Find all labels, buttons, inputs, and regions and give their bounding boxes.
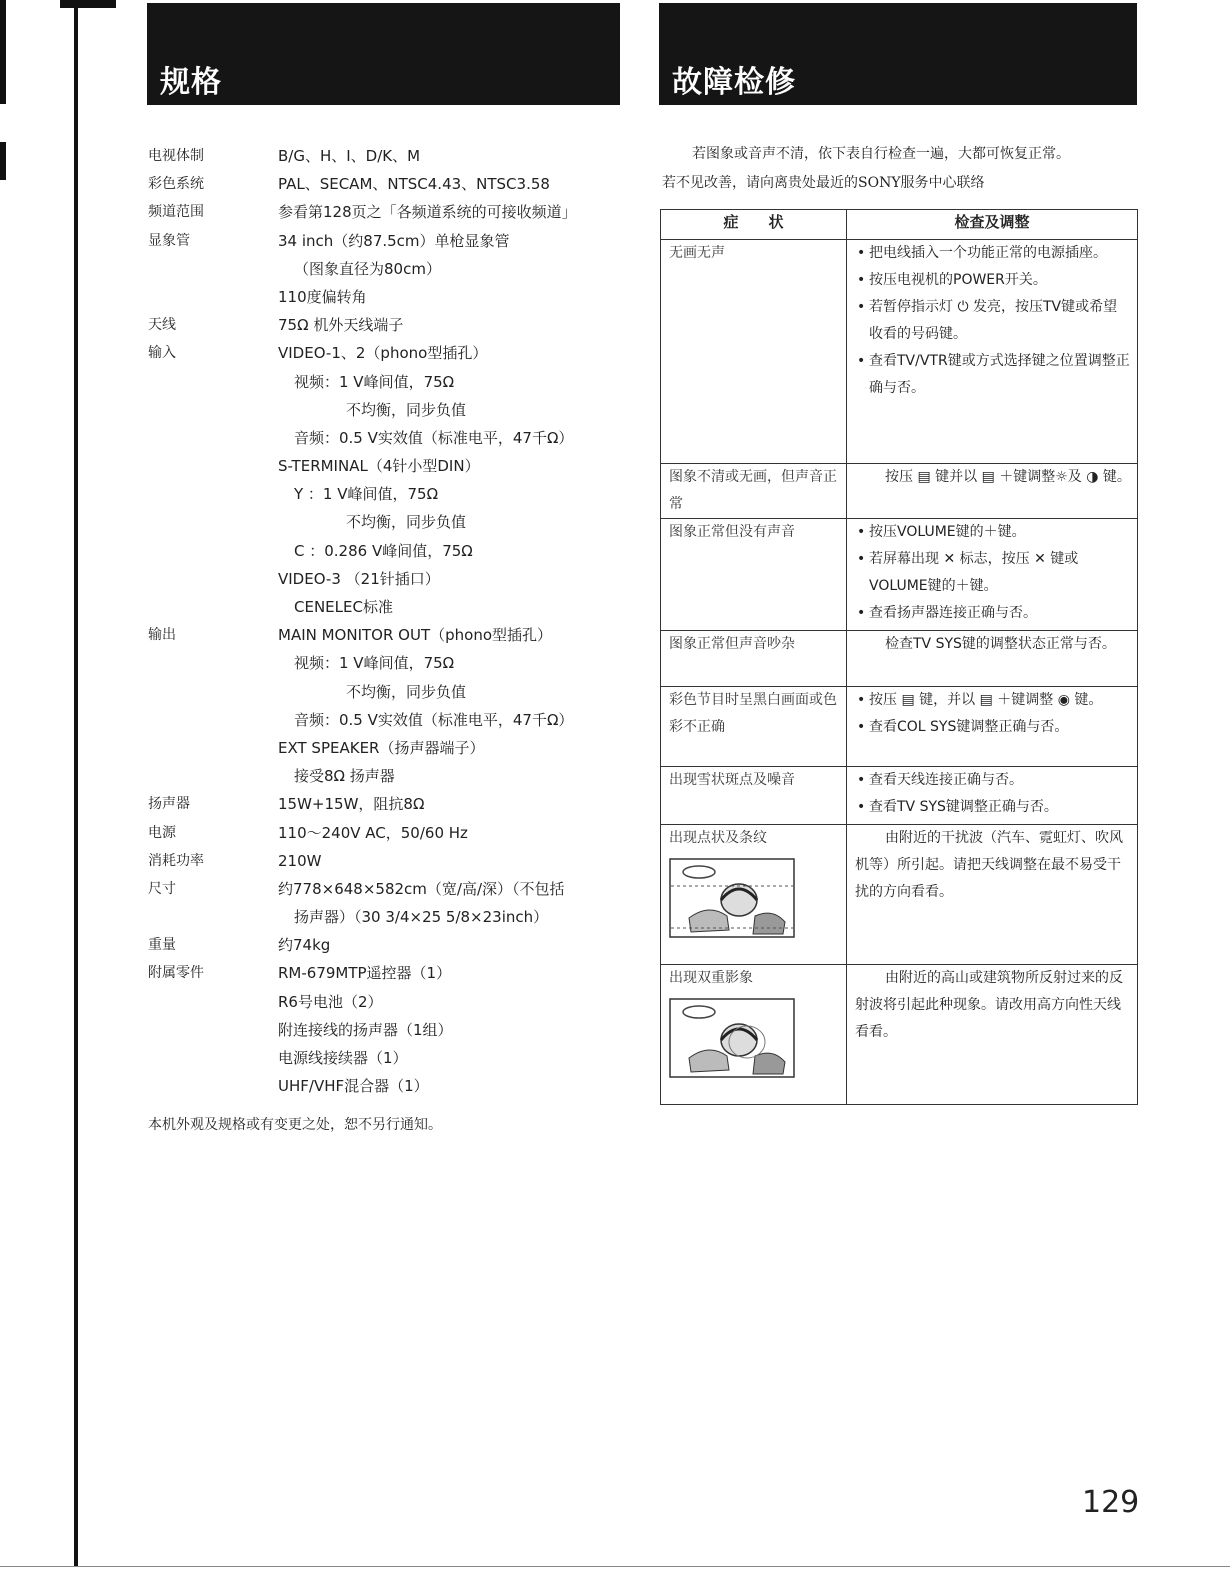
spec-row [148, 368, 618, 396]
spec-row [148, 931, 618, 959]
check-item: • 若屏幕出现 ✕ 标志，按压 ✕ 键或VOLUME键的＋键。 [869, 546, 1131, 600]
check-note: 由附近的干扰波（汽车、霓虹灯、吹风机等）所引起。请把天线调整在最不易受干扰的方向看看。 [855, 830, 1123, 900]
check-list [855, 687, 1131, 741]
check-item: • 查看天线连接正确与否。 [869, 767, 1131, 794]
spec-label: 尺寸 [148, 880, 176, 897]
spec-row [148, 537, 618, 565]
spec-label: 频道范围 [148, 204, 204, 221]
symptom-column-header: 症 状 [661, 210, 847, 240]
spec-value: 音频：0.5 V实效值（标准电平，47千Ω） [294, 428, 574, 447]
spec-value: （图象直径为80cm） [294, 259, 441, 278]
spec-value: UHF/VHF混合器（1） [278, 1077, 429, 1096]
trouble-row [661, 767, 1138, 825]
spec-label: 消耗功率 [148, 852, 204, 869]
check-note: 检查TV SYS键的调整状态正常与否。 [885, 636, 1116, 652]
spec-label: 显象管 [148, 232, 190, 249]
spec-row [148, 959, 618, 987]
symptom-cell [661, 631, 847, 687]
symptom-text: 出现点状及条纹 [669, 830, 767, 846]
spec-label: 扬声器 [148, 796, 190, 813]
trouble-intro [662, 140, 1134, 198]
spec-value: B/G、H、I、D/K、M [278, 147, 421, 165]
check-item: • 查看TV SYS键调整正确与否。 [869, 794, 1131, 821]
spec-row [148, 988, 618, 1016]
spec-value: 接受8Ω 扬声器 [294, 767, 395, 786]
spec-row [148, 255, 618, 283]
check-note: 按压 ▤ 键并以 ▤ ＋键调整☼及 ◑ 键。 [885, 469, 1131, 485]
symptom-cell [661, 687, 847, 767]
check-cell [847, 240, 1138, 464]
trouble-table [660, 209, 1138, 1105]
binding-edge-curve [60, 0, 116, 8]
spec-row [148, 311, 618, 339]
check-list [855, 240, 1131, 402]
spec-row [148, 565, 618, 593]
symptom-text: 彩色节目时呈黑白画面或色彩不正确 [669, 692, 837, 735]
spec-row [148, 762, 618, 790]
check-column-header: 检查及调整 [847, 210, 1138, 240]
spec-row [148, 198, 618, 226]
spec-row [148, 508, 618, 536]
spec-row [148, 170, 618, 198]
symptom-text: 出现雪状斑点及噪音 [669, 772, 795, 788]
spec-value: S-TERMINAL（4针小型DIN） [278, 457, 480, 476]
check-list [855, 519, 1131, 627]
spec-row [148, 621, 618, 649]
spec-row [148, 678, 618, 706]
spec-row [148, 424, 618, 452]
trouble-intro-line: 若图象或音声不清，依下表自行检查一遍，大都可恢复正常。 [692, 146, 1070, 162]
trouble-intro-line: 若不见改善，请向离贵处最近的SONY服务中心联络 [662, 175, 985, 191]
spec-value: 扬声器）（30 3/4×25 5/8×23inch） [294, 908, 549, 927]
symptom-text: 图象正常但声音吵杂 [669, 636, 795, 652]
spec-row [148, 819, 618, 847]
bottom-rule [0, 1566, 1230, 1567]
check-cell [847, 519, 1138, 631]
spec-row [148, 396, 618, 424]
spec-row [148, 283, 618, 311]
check-item: • 查看TV/VTR键或方式选择键之位置调整正确与否。 [869, 348, 1131, 402]
spec-value: RM-679MTP遥控器（1） [278, 964, 452, 983]
check-item: • 按压VOLUME键的＋键。 [869, 519, 1131, 546]
spec-value: 34 inch（约87.5cm）单枪显象管 [278, 231, 510, 250]
spec-value: 电源线接续器（1） [278, 1049, 408, 1067]
trouble-row [661, 464, 1138, 519]
symptom-cell [661, 965, 847, 1105]
spec-value: 不均衡，同步负值 [346, 682, 467, 701]
symptom-text: 无画无声 [669, 245, 725, 261]
symptom-text: 图象正常但没有声音 [669, 524, 795, 540]
spec-value: VIDEO-1、2（phono型插孔） [278, 344, 488, 363]
spec-label: 天线 [148, 317, 176, 334]
spec-value: 75Ω 机外天线端子 [278, 316, 404, 335]
spec-value: R6号电池（2） [278, 992, 383, 1011]
spec-row [148, 875, 618, 903]
symptom-cell [661, 519, 847, 631]
spec-value: MAIN MONITOR OUT（phono型插孔） [278, 626, 553, 645]
trouble-row [661, 519, 1138, 631]
spec-value: 110度偏转角 [278, 287, 367, 306]
spec-label: 电源 [148, 824, 176, 841]
spec-value: 不均衡，同步负值 [346, 513, 467, 532]
spec-row [148, 734, 618, 762]
check-cell [847, 825, 1138, 965]
check-cell [847, 631, 1138, 687]
spec-value: 视频：1 V峰间值，75Ω [294, 654, 455, 673]
spec-row [148, 706, 618, 734]
spec-value: EXT SPEAKER（扬声器端子） [278, 738, 485, 757]
check-note: 由附近的高山或建筑物所反射过来的反射波将引起此种现象。请改用高方向性天线看看。 [855, 970, 1123, 1040]
spec-label: 彩色系统 [148, 176, 204, 193]
spec-row [148, 1016, 618, 1044]
spec-value: Y ：1 V峰间值，75Ω [294, 485, 439, 504]
spec-row [148, 452, 618, 480]
trouble-table-header [661, 210, 1138, 240]
spec-value: 音频：0.5 V实效值（标准电平，47千Ω） [294, 710, 574, 729]
interference-example-image [669, 858, 795, 938]
symptom-cell [661, 464, 847, 519]
spec-label: 重量 [148, 937, 176, 954]
spec-value: 附连接线的扬声器（1组） [278, 1020, 453, 1039]
binding-edge-line [74, 6, 78, 1566]
spec-label: 输入 [148, 345, 176, 362]
check-cell [847, 464, 1138, 519]
spec-row [148, 480, 618, 508]
spec-label: 电视体制 [148, 148, 204, 164]
symptom-text: 出现双重影象 [669, 970, 753, 986]
spec-value: 110～240V AC，50/60 Hz [278, 823, 468, 842]
spec-value: PAL、SECAM、NTSC4.43、NTSC3.58 [278, 175, 550, 194]
binding-edge-mark [0, 142, 6, 180]
check-item: • 查看扬声器连接正确与否。 [869, 600, 1131, 627]
check-list [855, 767, 1131, 821]
trouble-title: 故障检修 [672, 65, 796, 100]
symptom-cell [661, 825, 847, 965]
check-cell [847, 687, 1138, 767]
trouble-row [661, 687, 1138, 767]
symptom-text: 图象不清或无画，但声音正常 [669, 469, 837, 512]
spec-row [148, 790, 618, 818]
spec-label: 附属零件 [148, 965, 204, 982]
spec-label: 输出 [148, 627, 176, 644]
spec-value: 参看第128页之「各频道系统的可接收频道」 [278, 203, 577, 222]
check-item: • 若暂停指示灯 ⏻ 发亮，按压TV键或希望收看的号码键。 [869, 294, 1131, 348]
spec-row [148, 1044, 618, 1072]
spec-row [148, 847, 618, 875]
spec-value: C ：0.286 V峰间值，75Ω [294, 541, 473, 560]
specs-title: 规格 [160, 65, 222, 100]
binding-edge-mark [0, 0, 6, 104]
check-item: • 把电线插入一个功能正常的电源插座。 [869, 240, 1131, 267]
trouble-row [661, 240, 1138, 464]
spec-value: 视频：1 V峰间值，75Ω [294, 372, 455, 391]
spec-row [148, 903, 618, 931]
check-item: • 按压电视机的POWER开关。 [869, 267, 1131, 294]
spec-value: 15W+15W，阻抗8Ω [278, 795, 425, 814]
symptom-cell [661, 240, 847, 464]
spec-value: CENELEC标准 [294, 598, 393, 616]
spec-row [148, 227, 618, 255]
spec-value: 210W [278, 851, 322, 870]
trouble-row [661, 825, 1138, 965]
check-item: • 按压 ▤ 键，并以 ▤ ＋键调整 ◉ 键。 [869, 687, 1131, 714]
spec-value: VIDEO-3 （21针插口） [278, 569, 440, 588]
specs-list [148, 142, 618, 1100]
spec-value: 约778×648×582cm（宽/高/深）（不包括 [278, 879, 565, 898]
check-cell [847, 965, 1138, 1105]
check-cell [847, 767, 1138, 825]
spec-row [148, 649, 618, 677]
spec-row [148, 142, 618, 170]
ghost-example-image [669, 998, 795, 1078]
symptom-cell [661, 767, 847, 825]
trouble-row [661, 631, 1138, 687]
specs-footnote: 本机外观及规格或有变更之处，恕不另行通知。 [148, 1117, 442, 1133]
check-item: • 查看COL SYS键调整正确与否。 [869, 714, 1131, 741]
spec-value: 约74kg [278, 936, 331, 955]
spec-row [148, 1072, 618, 1100]
page-number: 129 [1082, 1485, 1140, 1520]
spec-row [148, 339, 618, 367]
spec-value: 不均衡，同步负值 [346, 400, 467, 419]
spec-row [148, 593, 618, 621]
trouble-row [661, 965, 1138, 1105]
